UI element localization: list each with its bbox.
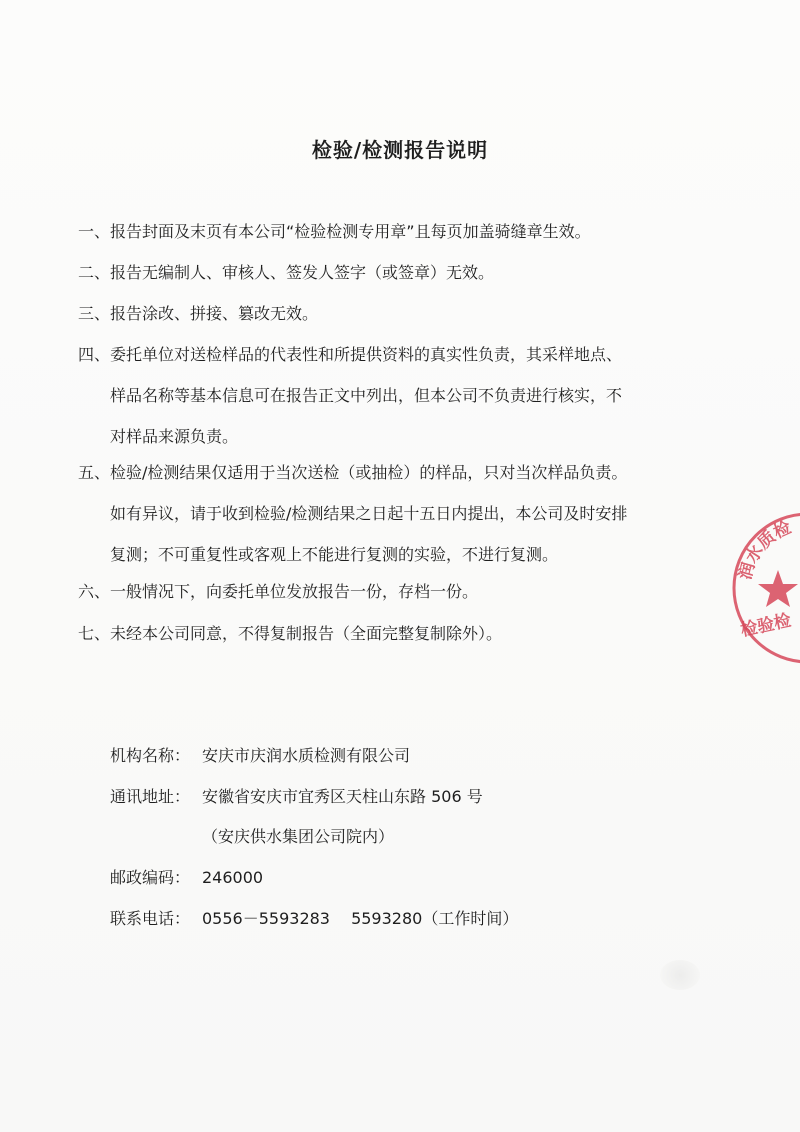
page-title: 检验/检测报告说明 bbox=[311, 138, 489, 162]
seal-bottom-text: 检验检 bbox=[738, 610, 793, 641]
org-row bbox=[110, 746, 410, 766]
seal-top-text: 润水质检 bbox=[735, 517, 795, 582]
org-label: 机构名称： bbox=[110, 746, 191, 765]
address-note: （安庆供水集团公司院内） bbox=[202, 827, 395, 846]
address-row bbox=[110, 787, 483, 807]
zip-label: 邮政编码： bbox=[110, 868, 191, 887]
zip-row bbox=[110, 868, 263, 888]
paper-smudge bbox=[660, 960, 700, 990]
clause-4-line-3: 对样品来源负责。 bbox=[110, 427, 239, 446]
clause-5-line-3: 复测；不可重复性或客观上不能进行复测的实验，不进行复测。 bbox=[110, 545, 559, 564]
phone-label: 联系电话： bbox=[110, 909, 191, 928]
clause-5-line-1: 五、检验/检测结果仅适用于当次送检（或抽检）的样品，只对当次样品负责。 bbox=[78, 463, 628, 482]
clause-4-line-2: 样品名称等基本信息可在报告正文中列出，但本公司不负责进行核实，不 bbox=[110, 386, 623, 405]
org-value: 安庆市庆润水质检测有限公司 bbox=[202, 746, 411, 765]
company-seal bbox=[728, 508, 800, 668]
clause-3-line-1: 三、报告涂改、拼接、篡改无效。 bbox=[78, 304, 319, 323]
zip-value: 246000 bbox=[202, 868, 264, 887]
clause-6-line-1: 六、一般情况下，向委托单位发放报告一份，存档一份。 bbox=[78, 582, 479, 601]
star-icon bbox=[758, 570, 798, 607]
address-value: 安徽省安庆市宜秀区天柱山东路 506 号 bbox=[202, 787, 483, 806]
phone-value: 0556－5593283 5593280（工作时间） bbox=[202, 909, 519, 928]
phone-row bbox=[110, 909, 518, 929]
clause-1-line-1: 一、报告封面及末页有本公司“检验检测专用章”且每页加盖骑缝章生效。 bbox=[78, 222, 591, 241]
address-label: 通讯地址： bbox=[110, 787, 191, 806]
clause-4-line-1: 四、委托单位对送检样品的代表性和所提供资料的真实性负责，其采样地点、 bbox=[78, 345, 623, 364]
clause-7-line-1: 七、未经本公司同意，不得复制报告（全面完整复制除外）。 bbox=[78, 624, 503, 643]
clause-2-line-1: 二、报告无编制人、审核人、签发人签字（或签章）无效。 bbox=[78, 263, 495, 282]
clause-5-line-2: 如有异议，请于收到检验/检测结果之日起十五日内提出，本公司及时安排 bbox=[110, 504, 628, 523]
